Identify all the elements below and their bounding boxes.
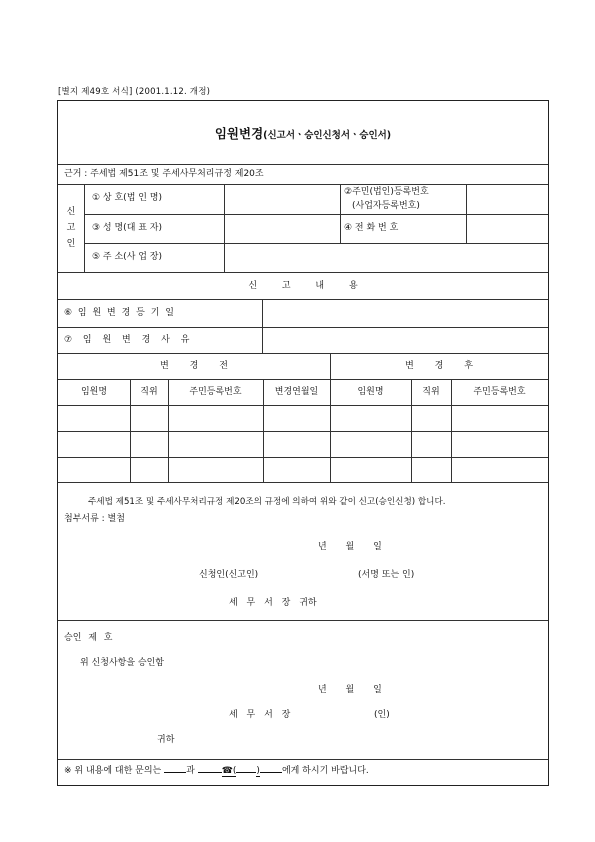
company-name-field[interactable] (225, 185, 339, 213)
label-phone-number: ④ 전 화 번 호 (344, 223, 399, 233)
column-header: 직위 (140, 387, 158, 397)
attachments-note: 첨부서류 : 별첨 (64, 514, 125, 524)
divider-line (58, 353, 548, 354)
label-business-reg-number: (사업자등록번호) (352, 201, 420, 211)
approval-number: 승인 제 호 (64, 633, 113, 643)
representative-name-field[interactable] (225, 215, 339, 242)
column-header: 임원명 (80, 387, 108, 397)
table-row[interactable] (58, 458, 548, 481)
contact-blank[interactable] (260, 772, 282, 773)
table-row[interactable] (58, 432, 548, 456)
signature-label: (서명 또는 인) (358, 570, 415, 580)
column-header: 직위 (422, 387, 440, 397)
address-field[interactable] (225, 244, 547, 271)
divider-line (58, 272, 548, 273)
phone-close: ) (256, 766, 260, 776)
reporter-label-3: 인 (66, 239, 76, 249)
officer-blank[interactable] (198, 772, 222, 773)
before-change-heading: 변 경 전 (160, 361, 228, 371)
approval-text: 위 신청사항을 승인함 (80, 658, 164, 668)
form-number-header: [별지 제49호 서식] (2001.1.12. 개정) (58, 87, 211, 97)
reg-number-field[interactable] (467, 185, 547, 213)
after-change-heading: 변 경 후 (405, 361, 473, 371)
inquiry-note (64, 767, 369, 777)
reporter-label-1: 신 (66, 207, 76, 217)
label-change-reason: ⑦ 임 원 변 경 사 유 (64, 335, 190, 345)
inquiry-suffix: 에게 하시기 바랍니다. (281, 766, 369, 776)
divider-line (84, 184, 85, 272)
phone-blank[interactable] (236, 772, 256, 773)
divider-line (58, 379, 548, 380)
column-header: 변경연월일 (274, 387, 319, 397)
phone-label: ☎( (221, 766, 237, 776)
report-content-heading: 신 고 내 용 (248, 281, 358, 291)
declaration-text: 주세법 제51조 및 주세사무처리규정 제20조의 규정에 의하여 위와 같이 신고(승인신청) 합니다. (88, 497, 446, 507)
column-header: 임원명 (357, 387, 384, 397)
title-main: 임원변경 (214, 126, 264, 141)
change-reason-field[interactable] (263, 328, 547, 352)
divider-line (340, 184, 341, 243)
table-row[interactable] (58, 406, 548, 430)
department-suffix: 과 (186, 766, 195, 776)
phone-number-field[interactable] (467, 215, 547, 242)
change-date-field[interactable] (263, 300, 547, 326)
label-reg-number: ②주민(법인)등록번호 (344, 187, 429, 197)
legal-basis: 근거 : 주세법 제51조 및 주세사무처리규정 제20조 (64, 169, 264, 179)
divider-line (58, 164, 548, 165)
executive-change-form (57, 100, 549, 786)
inquiry-prefix: ※ 위 내용에 대한 문의는 (64, 766, 162, 776)
divider-line (58, 620, 548, 621)
label-company-name: ① 상 호(법 인 명) (92, 193, 163, 203)
title-sub: (신고서ㆍ승인신청서ㆍ승인서) (263, 130, 392, 141)
divider-line (58, 759, 548, 760)
column-header: 주민등록번호 (189, 387, 242, 397)
approval-to: 귀하 (157, 735, 175, 745)
approval-date: 년 월 일 (318, 685, 382, 695)
department-blank[interactable] (164, 772, 186, 773)
divider-line (58, 482, 548, 483)
column-header: 주민등록번호 (473, 387, 526, 397)
label-change-registration-date: ⑥ 임 원 변 경 등 기 일 (64, 308, 174, 318)
approval-tax-office: 세 무 서 장 (229, 710, 291, 720)
approval-seal: (인) (374, 710, 390, 720)
label-address: ⑤ 주 소(사 업 장) (92, 252, 163, 262)
label-representative-name: ③ 성 명(대 표 자) (92, 223, 163, 233)
declaration-date: 년 월 일 (318, 542, 382, 552)
tax-office-recipient: 세 무 서 장 귀하 (229, 598, 317, 608)
form-title (58, 128, 548, 141)
reporter-label-2: 고 (66, 223, 76, 233)
applicant-label: 신청인(신고인) (199, 570, 259, 580)
